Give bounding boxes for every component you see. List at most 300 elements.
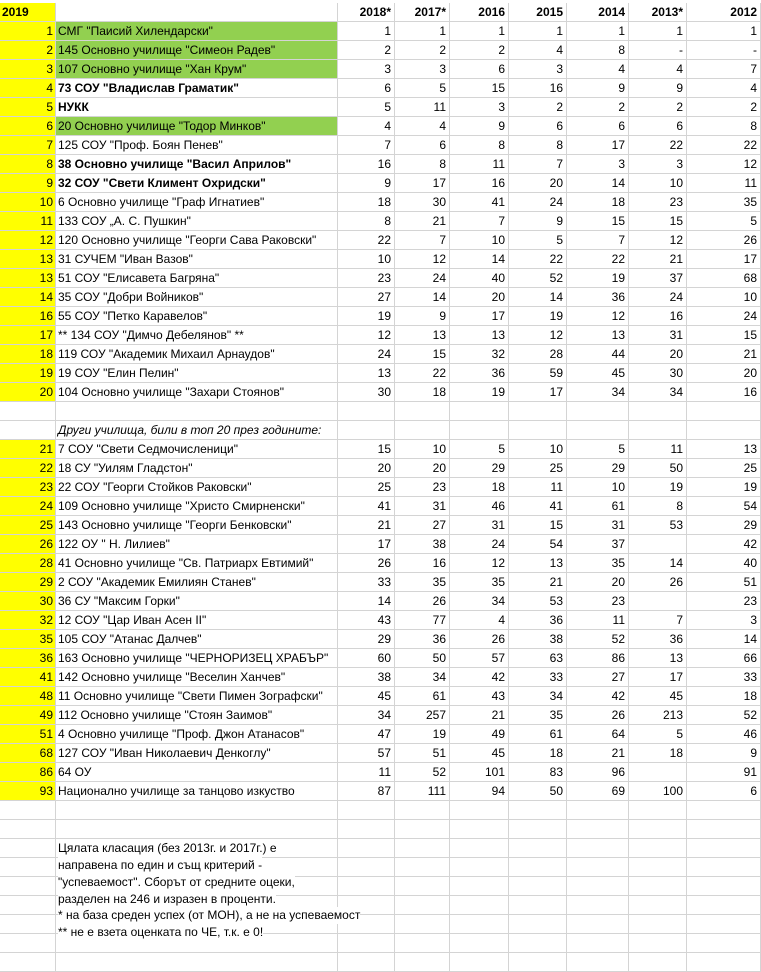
value-cell[interactable]: 44: [567, 345, 629, 364]
value-cell[interactable]: 49: [450, 725, 509, 744]
value-cell[interactable]: 10: [450, 231, 509, 250]
value-cell[interactable]: 34: [450, 592, 509, 611]
rank-cell[interactable]: [0, 820, 56, 839]
value-cell[interactable]: [450, 915, 509, 934]
school-name-cell[interactable]: 7 СОУ "Свети Седмочисленици": [56, 440, 338, 459]
value-cell[interactable]: 10: [338, 250, 395, 269]
value-cell[interactable]: [338, 402, 395, 421]
rank-cell[interactable]: 13: [0, 269, 56, 288]
value-cell[interactable]: 54: [687, 497, 761, 516]
value-cell[interactable]: 26: [629, 573, 687, 592]
value-cell[interactable]: [509, 934, 567, 953]
value-cell[interactable]: 33: [338, 573, 395, 592]
value-cell[interactable]: 8: [687, 117, 761, 136]
rank-cell[interactable]: 16: [0, 307, 56, 326]
rank-cell[interactable]: [0, 877, 56, 896]
value-cell[interactable]: 36: [629, 630, 687, 649]
value-cell[interactable]: [338, 953, 395, 972]
value-cell[interactable]: 18: [687, 687, 761, 706]
value-cell[interactable]: [509, 402, 567, 421]
value-cell[interactable]: 14: [338, 592, 395, 611]
value-cell[interactable]: 23: [567, 592, 629, 611]
value-cell[interactable]: [629, 953, 687, 972]
school-name-cell[interactable]: 35 СОУ "Добри Войников": [56, 288, 338, 307]
value-cell[interactable]: 12: [687, 155, 761, 174]
rank-cell[interactable]: 4: [0, 79, 56, 98]
value-cell[interactable]: 22: [338, 231, 395, 250]
value-cell[interactable]: 4: [567, 60, 629, 79]
value-cell[interactable]: 16: [629, 307, 687, 326]
value-cell[interactable]: 2: [687, 98, 761, 117]
rank-cell[interactable]: 17: [0, 326, 56, 345]
value-cell[interactable]: [567, 839, 629, 858]
rank-cell[interactable]: 29: [0, 573, 56, 592]
value-cell[interactable]: 4: [687, 79, 761, 98]
value-cell[interactable]: 18: [450, 478, 509, 497]
value-cell[interactable]: 257: [395, 706, 450, 725]
value-cell[interactable]: 21: [629, 250, 687, 269]
school-name-cell[interactable]: 2 СОУ "Академик Емилиян Станев": [56, 573, 338, 592]
rank-cell[interactable]: 48: [0, 687, 56, 706]
value-cell[interactable]: [395, 877, 450, 896]
value-cell[interactable]: 12: [395, 250, 450, 269]
value-cell[interactable]: [687, 877, 761, 896]
value-cell[interactable]: 9: [567, 79, 629, 98]
value-cell[interactable]: 11: [629, 440, 687, 459]
value-cell[interactable]: 10: [629, 174, 687, 193]
value-cell[interactable]: 41: [450, 193, 509, 212]
school-name-cell[interactable]: 64 ОУ: [56, 763, 338, 782]
school-name-cell[interactable]: 105 СОУ "Атанас Далчев": [56, 630, 338, 649]
value-cell[interactable]: 31: [629, 326, 687, 345]
value-cell[interactable]: 91: [687, 763, 761, 782]
value-cell[interactable]: 35: [395, 573, 450, 592]
value-cell[interactable]: 4: [629, 60, 687, 79]
value-cell[interactable]: 22: [509, 250, 567, 269]
school-name-cell[interactable]: 127 СОУ "Иван Николаевич Денкоглу": [56, 744, 338, 763]
rank-cell[interactable]: 1: [0, 22, 56, 41]
value-cell[interactable]: 64: [567, 725, 629, 744]
value-cell[interactable]: 2: [629, 98, 687, 117]
value-cell[interactable]: [629, 763, 687, 782]
value-cell[interactable]: 19: [687, 478, 761, 497]
value-cell[interactable]: 30: [629, 364, 687, 383]
value-cell[interactable]: 15: [338, 440, 395, 459]
value-cell[interactable]: 41: [509, 497, 567, 516]
school-name-cell[interactable]: НУКК: [56, 98, 338, 117]
value-cell[interactable]: 6: [567, 117, 629, 136]
value-cell[interactable]: 45: [338, 687, 395, 706]
value-cell[interactable]: 34: [338, 706, 395, 725]
value-cell[interactable]: 5: [567, 440, 629, 459]
value-cell[interactable]: 1: [395, 22, 450, 41]
value-cell[interactable]: 63: [509, 649, 567, 668]
school-name-cell[interactable]: 6 Основно училище "Граф Игнатиев": [56, 193, 338, 212]
value-cell[interactable]: 34: [395, 668, 450, 687]
value-cell[interactable]: 5: [687, 212, 761, 231]
value-cell[interactable]: 26: [687, 231, 761, 250]
value-cell[interactable]: [629, 402, 687, 421]
value-cell[interactable]: 41: [338, 497, 395, 516]
value-cell[interactable]: [567, 801, 629, 820]
value-cell[interactable]: 17: [629, 668, 687, 687]
rank-cell[interactable]: 49: [0, 706, 56, 725]
value-cell[interactable]: [338, 421, 395, 440]
value-cell[interactable]: 20: [687, 364, 761, 383]
value-cell[interactable]: 61: [567, 497, 629, 516]
rank-cell[interactable]: 35: [0, 630, 56, 649]
value-cell[interactable]: 2: [567, 98, 629, 117]
value-cell[interactable]: 26: [567, 706, 629, 725]
value-cell[interactable]: 7: [629, 611, 687, 630]
value-cell[interactable]: [395, 934, 450, 953]
value-cell[interactable]: 17: [338, 535, 395, 554]
value-cell[interactable]: 9: [509, 212, 567, 231]
value-cell[interactable]: 11: [395, 98, 450, 117]
value-cell[interactable]: 77: [395, 611, 450, 630]
value-cell[interactable]: [687, 421, 761, 440]
value-cell[interactable]: [687, 839, 761, 858]
value-cell[interactable]: 9: [395, 307, 450, 326]
value-cell[interactable]: 11: [450, 155, 509, 174]
value-cell[interactable]: 8: [450, 136, 509, 155]
value-cell[interactable]: [629, 839, 687, 858]
value-cell[interactable]: [338, 801, 395, 820]
value-cell[interactable]: 34: [567, 383, 629, 402]
value-cell[interactable]: 31: [395, 497, 450, 516]
value-cell[interactable]: 26: [338, 554, 395, 573]
rank-cell[interactable]: 7: [0, 136, 56, 155]
value-cell[interactable]: [509, 953, 567, 972]
header-year[interactable]: 2018*: [338, 3, 395, 22]
value-cell[interactable]: 100: [629, 782, 687, 801]
value-cell[interactable]: 3: [629, 155, 687, 174]
value-cell[interactable]: 19: [338, 307, 395, 326]
school-name-cell[interactable]: 38 Основно училище "Васил Априлов": [56, 155, 338, 174]
value-cell[interactable]: [450, 934, 509, 953]
value-cell[interactable]: 21: [338, 516, 395, 535]
value-cell[interactable]: 51: [687, 573, 761, 592]
school-name-cell[interactable]: 109 Основно училище "Христо Смирненски": [56, 497, 338, 516]
value-cell[interactable]: 45: [567, 364, 629, 383]
value-cell[interactable]: [629, 592, 687, 611]
value-cell[interactable]: 19: [567, 269, 629, 288]
rank-cell[interactable]: 8: [0, 155, 56, 174]
value-cell[interactable]: 20: [567, 573, 629, 592]
value-cell[interactable]: [509, 421, 567, 440]
value-cell[interactable]: 37: [629, 269, 687, 288]
school-name-cell[interactable]: Национално училище за танцово изкуство: [56, 782, 338, 801]
value-cell[interactable]: 94: [450, 782, 509, 801]
value-cell[interactable]: 28: [509, 345, 567, 364]
value-cell[interactable]: 23: [629, 193, 687, 212]
value-cell[interactable]: 29: [450, 459, 509, 478]
school-name-cell[interactable]: 12 СОУ "Цар Иван Асен II": [56, 611, 338, 630]
value-cell[interactable]: 25: [687, 459, 761, 478]
value-cell[interactable]: -: [687, 41, 761, 60]
value-cell[interactable]: 8: [567, 41, 629, 60]
value-cell[interactable]: 16: [687, 383, 761, 402]
value-cell[interactable]: [567, 820, 629, 839]
value-cell[interactable]: 3: [395, 60, 450, 79]
value-cell[interactable]: 2: [338, 41, 395, 60]
value-cell[interactable]: 87: [338, 782, 395, 801]
value-cell[interactable]: 47: [338, 725, 395, 744]
school-name-cell[interactable]: ** 134 СОУ "Димчо Дебелянов" **: [56, 326, 338, 345]
school-name-cell[interactable]: 107 Основно училище "Хан Крум": [56, 60, 338, 79]
value-cell[interactable]: [395, 820, 450, 839]
school-name-cell[interactable]: [56, 953, 338, 972]
value-cell[interactable]: 15: [567, 212, 629, 231]
school-name-cell[interactable]: 11 Основно училище "Свети Пимен Зографски": [56, 687, 338, 706]
rank-cell[interactable]: 68: [0, 744, 56, 763]
value-cell[interactable]: 53: [509, 592, 567, 611]
school-name-cell[interactable]: 51 СОУ "Елисавета Багряна": [56, 269, 338, 288]
value-cell[interactable]: 26: [450, 630, 509, 649]
value-cell[interactable]: 3: [338, 60, 395, 79]
rank-cell[interactable]: 23: [0, 478, 56, 497]
value-cell[interactable]: 3: [687, 611, 761, 630]
value-cell[interactable]: 4: [338, 117, 395, 136]
value-cell[interactable]: 4: [450, 611, 509, 630]
value-cell[interactable]: 86: [567, 649, 629, 668]
value-cell[interactable]: 12: [338, 326, 395, 345]
value-cell[interactable]: 8: [629, 497, 687, 516]
value-cell[interactable]: 19: [509, 307, 567, 326]
value-cell[interactable]: [687, 953, 761, 972]
value-cell[interactable]: 45: [450, 744, 509, 763]
value-cell[interactable]: 46: [687, 725, 761, 744]
value-cell[interactable]: 1: [687, 22, 761, 41]
value-cell[interactable]: 20: [395, 459, 450, 478]
value-cell[interactable]: 1: [567, 22, 629, 41]
school-name-cell[interactable]: [56, 402, 338, 421]
value-cell[interactable]: 3: [509, 60, 567, 79]
rank-cell[interactable]: 19: [0, 364, 56, 383]
value-cell[interactable]: 11: [567, 611, 629, 630]
value-cell[interactable]: [687, 402, 761, 421]
value-cell[interactable]: 4: [395, 117, 450, 136]
school-name-cell[interactable]: 145 Основно училище "Симеон Радев": [56, 41, 338, 60]
value-cell[interactable]: 3: [567, 155, 629, 174]
value-cell[interactable]: 17: [509, 383, 567, 402]
value-cell[interactable]: [509, 801, 567, 820]
school-name-cell[interactable]: 163 Основно училище "ЧЕРНОРИЗЕЦ ХРАБЪР": [56, 649, 338, 668]
value-cell[interactable]: 17: [567, 136, 629, 155]
value-cell[interactable]: 7: [450, 212, 509, 231]
value-cell[interactable]: 59: [509, 364, 567, 383]
value-cell[interactable]: 57: [450, 649, 509, 668]
value-cell[interactable]: 6: [338, 79, 395, 98]
rank-cell[interactable]: 32: [0, 611, 56, 630]
value-cell[interactable]: 24: [509, 193, 567, 212]
value-cell[interactable]: 13: [629, 649, 687, 668]
value-cell[interactable]: 31: [450, 516, 509, 535]
value-cell[interactable]: 21: [450, 706, 509, 725]
value-cell[interactable]: 7: [567, 231, 629, 250]
value-cell[interactable]: 2: [450, 41, 509, 60]
value-cell[interactable]: 1: [629, 22, 687, 41]
value-cell[interactable]: 30: [395, 193, 450, 212]
value-cell[interactable]: 23: [395, 478, 450, 497]
school-name-cell[interactable]: [56, 820, 338, 839]
value-cell[interactable]: 10: [567, 478, 629, 497]
value-cell[interactable]: 52: [567, 630, 629, 649]
value-cell[interactable]: 6: [687, 782, 761, 801]
value-cell[interactable]: 24: [338, 345, 395, 364]
value-cell[interactable]: [395, 896, 450, 915]
value-cell[interactable]: 38: [395, 535, 450, 554]
school-name-cell[interactable]: 20 Основно училище "Тодор Минков": [56, 117, 338, 136]
value-cell[interactable]: 12: [450, 554, 509, 573]
value-cell[interactable]: 35: [509, 706, 567, 725]
value-cell[interactable]: 38: [338, 668, 395, 687]
value-cell[interactable]: 21: [395, 212, 450, 231]
value-cell[interactable]: [395, 801, 450, 820]
value-cell[interactable]: [395, 839, 450, 858]
value-cell[interactable]: 34: [629, 383, 687, 402]
value-cell[interactable]: 23: [338, 269, 395, 288]
rank-cell[interactable]: [0, 858, 56, 877]
rank-cell[interactable]: [0, 421, 56, 440]
value-cell[interactable]: 18: [395, 383, 450, 402]
value-cell[interactable]: 5: [338, 98, 395, 117]
school-name-cell[interactable]: 18 СУ "Уилям Гладстон": [56, 459, 338, 478]
value-cell[interactable]: 27: [567, 668, 629, 687]
value-cell[interactable]: [687, 820, 761, 839]
value-cell[interactable]: 213: [629, 706, 687, 725]
value-cell[interactable]: [629, 801, 687, 820]
rank-cell[interactable]: 36: [0, 649, 56, 668]
rank-cell[interactable]: 86: [0, 763, 56, 782]
value-cell[interactable]: 42: [687, 535, 761, 554]
value-cell[interactable]: 111: [395, 782, 450, 801]
value-cell[interactable]: 38: [509, 630, 567, 649]
value-cell[interactable]: 15: [509, 516, 567, 535]
value-cell[interactable]: 8: [338, 212, 395, 231]
value-cell[interactable]: 21: [687, 345, 761, 364]
value-cell[interactable]: 34: [509, 687, 567, 706]
value-cell[interactable]: 50: [509, 782, 567, 801]
value-cell[interactable]: 66: [687, 649, 761, 668]
value-cell[interactable]: 42: [567, 687, 629, 706]
value-cell[interactable]: 12: [629, 231, 687, 250]
value-cell[interactable]: 29: [687, 516, 761, 535]
value-cell[interactable]: 13: [338, 364, 395, 383]
value-cell[interactable]: [509, 858, 567, 877]
value-cell[interactable]: 6: [395, 136, 450, 155]
value-cell[interactable]: 5: [509, 231, 567, 250]
value-cell[interactable]: 4: [509, 41, 567, 60]
value-cell[interactable]: 19: [629, 478, 687, 497]
value-cell[interactable]: 13: [509, 554, 567, 573]
value-cell[interactable]: 37: [567, 535, 629, 554]
rank-cell[interactable]: 26: [0, 535, 56, 554]
value-cell[interactable]: 17: [395, 174, 450, 193]
value-cell[interactable]: [687, 934, 761, 953]
value-cell[interactable]: -: [629, 41, 687, 60]
value-cell[interactable]: 53: [629, 516, 687, 535]
rank-cell[interactable]: 2: [0, 41, 56, 60]
value-cell[interactable]: 26: [395, 592, 450, 611]
value-cell[interactable]: 14: [687, 630, 761, 649]
value-cell[interactable]: 61: [395, 687, 450, 706]
value-cell[interactable]: [450, 858, 509, 877]
school-name-cell[interactable]: 112 Основно училище "Стоян Заимов": [56, 706, 338, 725]
value-cell[interactable]: 36: [567, 288, 629, 307]
value-cell[interactable]: 23: [687, 592, 761, 611]
header-year[interactable]: 2017*: [395, 3, 450, 22]
value-cell[interactable]: [395, 858, 450, 877]
value-cell[interactable]: 29: [567, 459, 629, 478]
rank-cell[interactable]: [0, 934, 56, 953]
value-cell[interactable]: 96: [567, 763, 629, 782]
rank-cell[interactable]: 10: [0, 193, 56, 212]
value-cell[interactable]: 35: [687, 193, 761, 212]
header-year[interactable]: 2014: [567, 3, 629, 22]
value-cell[interactable]: [338, 934, 395, 953]
value-cell[interactable]: 15: [687, 326, 761, 345]
value-cell[interactable]: 54: [509, 535, 567, 554]
value-cell[interactable]: [450, 402, 509, 421]
value-cell[interactable]: [567, 402, 629, 421]
rank-cell[interactable]: 22: [0, 459, 56, 478]
rank-cell[interactable]: [0, 402, 56, 421]
rank-cell[interactable]: 51: [0, 725, 56, 744]
value-cell[interactable]: 5: [450, 440, 509, 459]
value-cell[interactable]: [629, 877, 687, 896]
school-name-cell[interactable]: СМГ "Паисий Хилендарски": [56, 22, 338, 41]
value-cell[interactable]: 36: [450, 364, 509, 383]
value-cell[interactable]: 35: [567, 554, 629, 573]
value-cell[interactable]: [450, 801, 509, 820]
value-cell[interactable]: 18: [338, 193, 395, 212]
value-cell[interactable]: 33: [509, 668, 567, 687]
value-cell[interactable]: [629, 820, 687, 839]
value-cell[interactable]: 25: [338, 478, 395, 497]
value-cell[interactable]: 24: [629, 288, 687, 307]
rank-cell[interactable]: 18: [0, 345, 56, 364]
school-name-cell[interactable]: Други училища, били в топ 20 през годините:: [56, 421, 338, 440]
school-name-cell[interactable]: 104 Основно училище "Захари Стоянов": [56, 383, 338, 402]
value-cell[interactable]: 22: [395, 364, 450, 383]
school-name-cell[interactable]: 41 Основно училище "Св. Патриарх Евтимий": [56, 554, 338, 573]
rank-cell[interactable]: 25: [0, 516, 56, 535]
value-cell[interactable]: [509, 896, 567, 915]
value-cell[interactable]: [629, 934, 687, 953]
value-cell[interactable]: 18: [509, 744, 567, 763]
rank-cell[interactable]: [0, 801, 56, 820]
value-cell[interactable]: [450, 421, 509, 440]
rank-cell[interactable]: [0, 953, 56, 972]
value-cell[interactable]: [338, 839, 395, 858]
rank-cell[interactable]: 93: [0, 782, 56, 801]
value-cell[interactable]: 24: [395, 269, 450, 288]
value-cell[interactable]: 13: [450, 326, 509, 345]
school-name-cell[interactable]: 73 СОУ "Владислав Граматик": [56, 79, 338, 98]
value-cell[interactable]: 15: [395, 345, 450, 364]
value-cell[interactable]: 5: [395, 79, 450, 98]
value-cell[interactable]: 17: [687, 250, 761, 269]
value-cell[interactable]: 1: [338, 22, 395, 41]
value-cell[interactable]: 19: [395, 725, 450, 744]
value-cell[interactable]: 7: [509, 155, 567, 174]
value-cell[interactable]: 12: [509, 326, 567, 345]
value-cell[interactable]: 7: [687, 60, 761, 79]
rank-cell[interactable]: 20: [0, 383, 56, 402]
value-cell[interactable]: 43: [450, 687, 509, 706]
value-cell[interactable]: 30: [338, 383, 395, 402]
